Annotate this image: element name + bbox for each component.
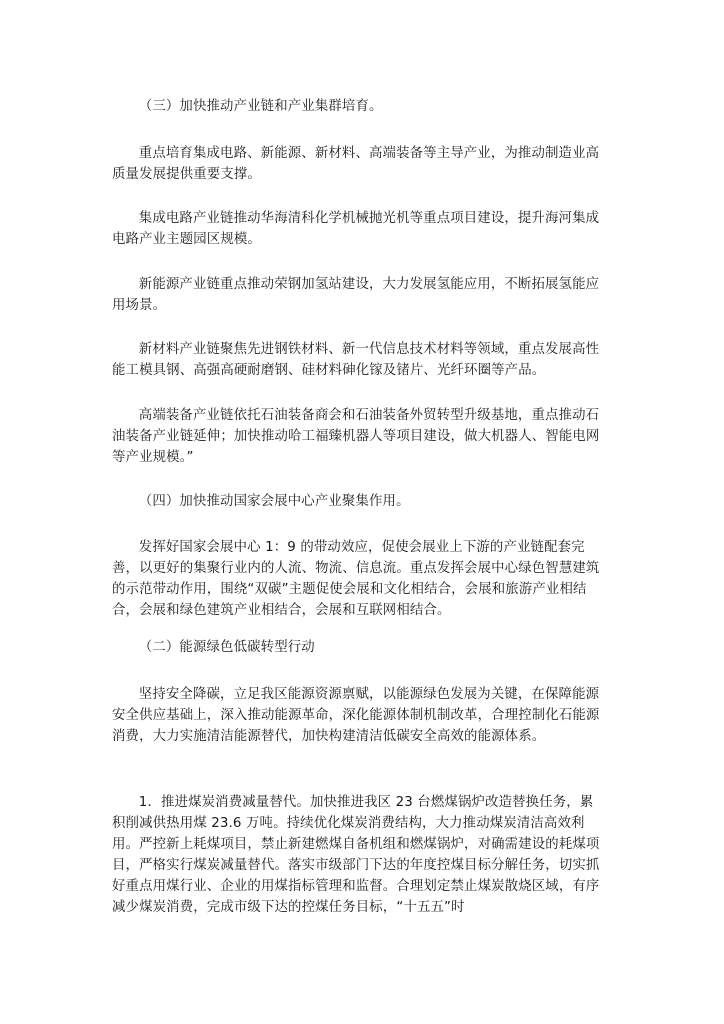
paragraph-key-industries: 重点培育集成电路、新能源、新材料、高端装备等主导产业，为推动制造业高质量发展提供重要支撑。 xyxy=(112,146,600,182)
paragraph-new-materials-chain: 新材料产业链聚焦先进钢铁材料、新一代信息技术材料等领域，重点发展高性能工模具钢、高强高硬耐磨钢、硅材料砷化镓及锗片、光纤环圈等产品。 xyxy=(112,342,600,378)
paragraph-new-energy-chain: 新能源产业链重点推动荣钢加氢站建设，大力发展氢能应用，不断拓展氢能应用场景。 xyxy=(112,277,600,313)
paragraph-exhibition-center: 发挥好国家会展中心 1：9 的带动效应，促使会展业上下游的产业链配套完善，以更好的集聚行业内的人流、物流、信息流。重点发挥会展中心绿色智慧建筑的示范带动作用，围绕“双碳”主题促使会展和文化相结合，会展和旅游产业相结合，会展和绿色建筑产业相结合，会展和互联网相结合。 xyxy=(112,540,600,618)
paragraph-high-end-equipment-chain: 高端装备产业链依托石油装备商会和石油装备外贸转型升级基地，重点推动石油装备产业链延伸；加快推动哈工福臻机器人等项目建设，做大机器人、智能电网等产业规模。” xyxy=(112,408,600,465)
paragraph-coal-reduction: 1．推进煤炭消费减量替代。加快推进我区 23 台燃煤锅炉改造替换任务，累积削减供热用煤 23.6 万吨。持续优化煤炭消费结构，大力推动煤炭清洁高效利用。严控新上耗煤项目，禁止新建燃煤自备机组和燃煤锅炉，对确需建设的耗煤项目，严格实行煤炭减量替代。落实市级部门下达的年度控煤目标分解任务，切实抓好重点用煤行业、企业的用煤指标管理和监督。合理划定禁止煤炭散烧区域，有序减少煤炭消费，完成市级下达的控煤任务目标，“十五五”时 xyxy=(112,795,600,915)
section-heading-3: （三）加快推动产业链和产业集群培育。 xyxy=(138,99,383,114)
paragraph-energy-transition: 坚持安全降碳，立足我区能源资源禀赋，以能源绿色发展为关键，在保障能源安全供应基础上，深入推动能源革命，深化能源体制机制改革，合理控制化石能源消费，大力实施清洁能源替代，加快构建清洁低碳安全高效的能源体系。 xyxy=(112,687,600,744)
paragraph-ic-chain: 集成电路产业链推动华海清科化学机械抛光机等重点项目建设，提升海河集成电路产业主题园区规模。 xyxy=(112,211,600,247)
section-heading-2: （二）能源绿色低碳转型行动 xyxy=(138,640,315,655)
section-heading-4: （四）加快推动国家会展中心产业聚集作用。 xyxy=(138,494,410,509)
